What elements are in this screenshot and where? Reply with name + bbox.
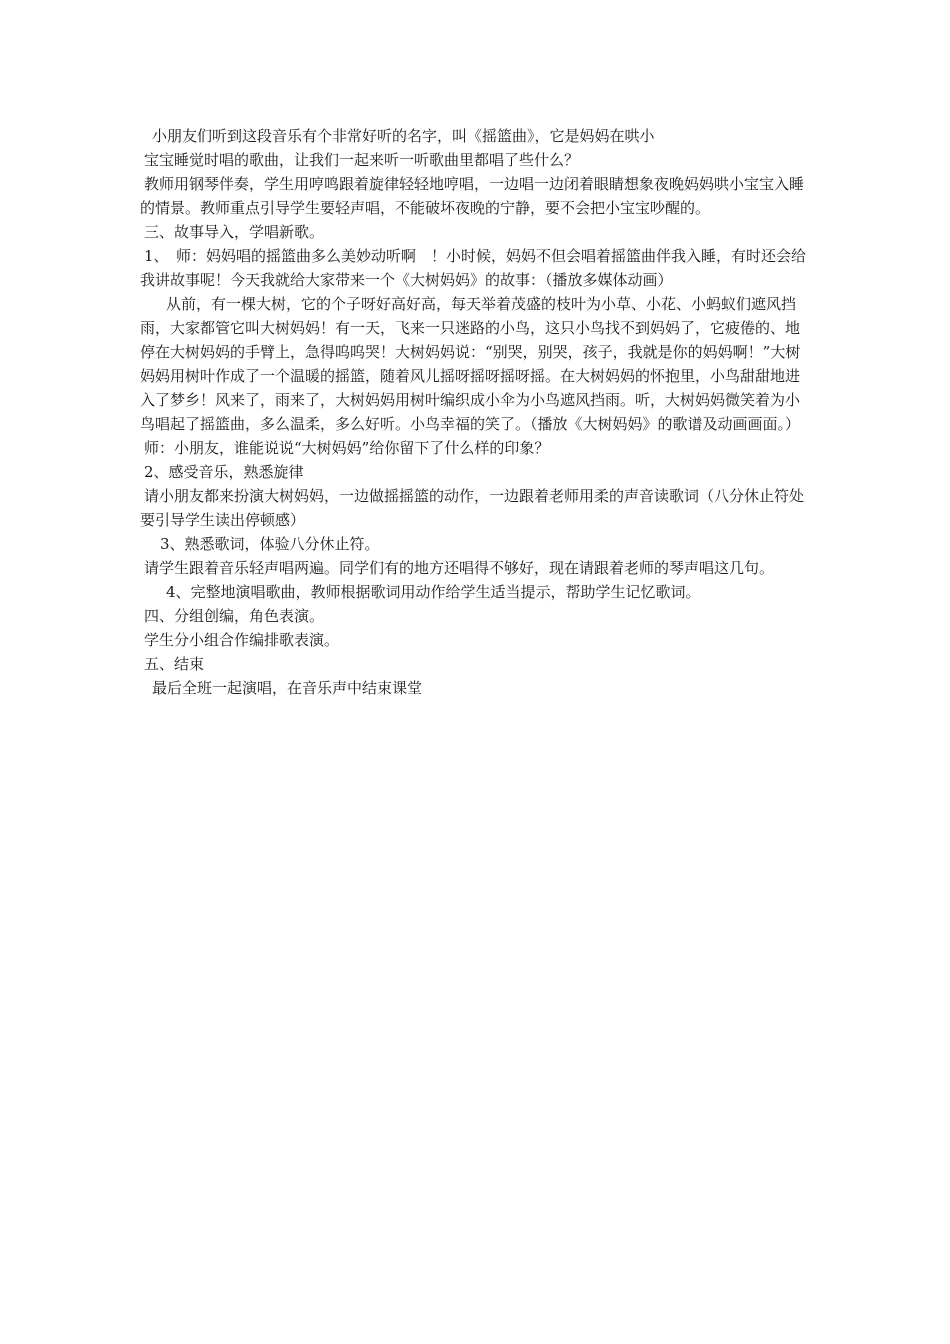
section-4-heading: 四、分组创编，角色表演。 — [144, 607, 325, 625]
paragraph-section-5-body: 最后全班一起演唱，在音乐声中结束课堂 — [152, 679, 423, 697]
paragraph-section-4-body: 学生分小组合作编排歌表演。 — [144, 631, 340, 649]
step-3-heading: 3、熟悉歌词，体验八分休止符。 — [160, 535, 380, 553]
paragraph-step-2-body: 请小朋友都来扮演大树妈妈，一边做摇摇篮的动作，一边跟着老师用柔的声音读歌词（八分休止符处要引导学生读出停顿感） — [140, 487, 805, 529]
paragraph-teacher-question: 师：小朋友，谁能说说“大树妈妈”给你留下了什么样的印象？ — [144, 439, 550, 457]
step-2-heading: 2、感受音乐，熟悉旋律 — [144, 463, 304, 481]
paragraph-step-1: 1、 师：妈妈唱的摇篮曲多么美妙动听啊 ！小时候，妈妈不但会唱着摇篮曲伴我入睡，有时还会给我讲故事呢！今天我就给大家带来一个《大树妈妈》的故事：（播放多媒体动画） — [140, 247, 807, 289]
paragraph-step-3-body: 请学生跟着音乐轻声唱两遍。同学们有的地方还唱得不够好，现在请跟着老师的琴声唱这几句。 — [144, 559, 775, 577]
section-3-heading: 三、故事导入，学唱新歌。 — [144, 223, 325, 241]
paragraph-intro-song-name-cont: 宝宝睡觉时唱的歌曲，让我们一起来听一听歌曲里都唱了些什么？ — [144, 151, 580, 169]
document-page — [140, 124, 812, 700]
section-5-heading: 五、结束 — [144, 655, 205, 673]
paragraph-piano-accompany: 教师用钢琴伴奏，学生用哼鸣跟着旋律轻轻地哼唱，一边唱一边闭着眼睛想象夜晚妈妈哄小宝宝入睡的情景。教师重点引导学生要轻声唱，不能破坏夜晚的宁静，要不会把小宝宝吵醒的。 — [140, 175, 805, 217]
paragraph-intro-song-name: 小朋友们听到这段音乐有个非常好听的名字，叫《摇篮曲》，它是妈妈在哄小 — [152, 127, 655, 145]
paragraph-step-4: 4、完整地演唱歌曲，教师根据歌词用动作给学生适当提示，帮助学生记忆歌词。 — [166, 583, 701, 601]
paragraph-story: 从前，有一棵大树，它的个子呀好高好高，每天举着茂盛的枝叶为小草、小花、小蚂蚁们遮风挡雨，大家都管它叫大树妈妈！有一天，飞来一只迷路的小鸟，这只小鸟找不到妈妈了，它疲倦的、地停在大树妈妈的手臂上，急得呜呜哭！大树妈妈说：“别哭，别哭，孩子，我就是你的妈妈啊！”大树妈妈用树叶作成了一个温暖的摇篮，随着风儿摇呀摇呀摇呀摇。在大树妈妈的怀抱里，小鸟甜甜地进入了梦乡！风来了，雨来了，大树妈妈用树叶编织成小伞为小鸟遮风挡雨。听，大树妈妈微笑着为小鸟唱起了摇篮曲，多么温柔，多么好听。小鸟幸福的笑了。（播放《大树妈妈》的歌谱及动画画面。） — [140, 295, 801, 433]
